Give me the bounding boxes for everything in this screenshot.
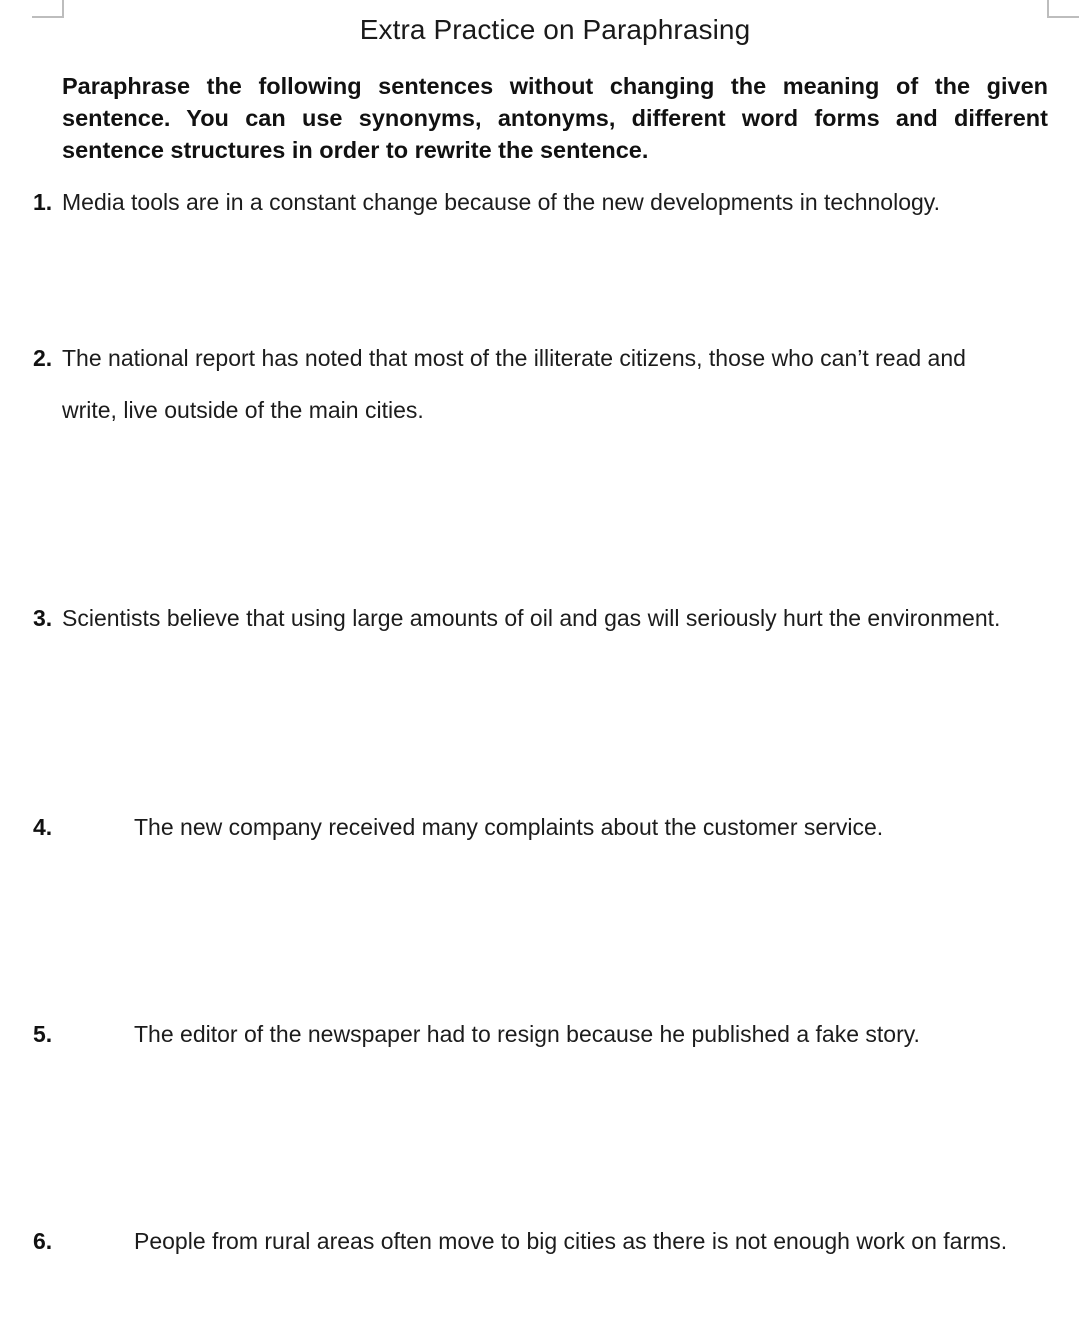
item-sentence: Scientists believe that using large amounts of oil and gas will seriously hurt the environment. bbox=[62, 605, 1001, 631]
document-title: Extra Practice on Paraphrasing bbox=[359, 14, 751, 45]
item-sentence: People from rural areas often move to big cities as there is not enough work on farms. bbox=[134, 1228, 1008, 1254]
item-sentence: The new company received many complaints about the customer service. bbox=[134, 814, 884, 840]
item-number: 2. bbox=[33, 345, 53, 371]
item-number: 4. bbox=[33, 814, 53, 840]
item-number: 3. bbox=[33, 605, 53, 631]
instructions-paragraph: Paraphrase the following sentences without changing the meaning of the given sentence. You can use synonyms, antonyms, different word forms and different sentence structures in order to rewrite the sentence. bbox=[62, 73, 1048, 163]
item-number: 6. bbox=[33, 1228, 53, 1254]
item-sentence: The national report has noted that most of the illiterate citizens, those who can’t read and write, live outside of the main cities. bbox=[62, 345, 966, 423]
item-sentence: The editor of the newspaper had to resign because he published a fake story. bbox=[134, 1021, 920, 1047]
item-number: 5. bbox=[33, 1021, 53, 1047]
item-number: 1. bbox=[33, 189, 53, 215]
item-sentence: Media tools are in a constant change because of the new developments in technology. bbox=[62, 189, 940, 215]
